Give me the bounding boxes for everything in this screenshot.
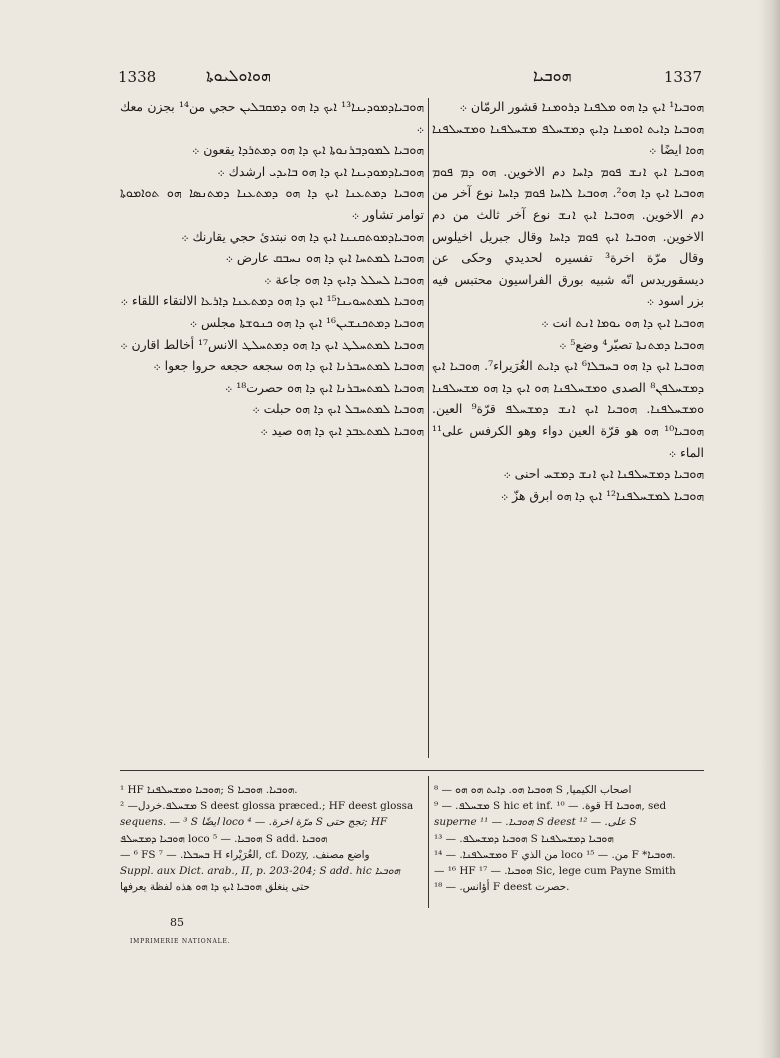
footnote-line: superne ܗܘܒܝܐ. — ¹¹ S deest على. — ¹² S bbox=[434, 816, 637, 829]
lexicon-entry: ܗܘܒܝܐܕܡܘܬܩܢܢܐ ܐܝܟ ܕܐ ܗܘ نبتدئ حجي يقارنك ܀ bbox=[181, 228, 424, 244]
lexicon-entry: ܗܘܒܝܐ¹ ܐܝܟ ܕܐ ܗܘ ܡܠܦܢܐ ܕܪܘܡܢܐ قشور الرمّان ܀ bbox=[459, 99, 704, 114]
footnotes-left bbox=[120, 782, 420, 895]
lexicon-entry: ܗܘܒܝܐ ܠܡܬܚܒܪܢܐ ܐܝܟ ܕܐ ܗܘ سجعه حجعه حروا جعوا ܀ bbox=[153, 358, 424, 374]
footnote-line: ܡܫܚܠܦ.خردل— ² S deest glossa præced.; HF deest glossa bbox=[120, 800, 414, 813]
footnote-line: ܗܘܒܝܐ ܕܡܫܚܠܦ loco ܗܘܒܝܐ. — ⁵ S add. ܗܘܒܝܐ bbox=[120, 832, 328, 845]
left-column bbox=[120, 96, 424, 442]
footnote-line: ܗܘܒܝܐ ܕܡܫܚܠܦ. — ¹³ S ܗܘܒܝܐ ܕܡܫܚܠܦܢܐ bbox=[434, 832, 614, 845]
lexicon-entry: ܗܘܒܝܐܕܡܘܕܝܢܐ ܐܝܟ ܕܐ ܗܘ ܒܐܝܕܝ ارشدك ܀ bbox=[217, 163, 424, 179]
lexicon-entry: ܗܘܒܝܐ ܠܡܬܚܘܝܢܐ¹⁵ ܐܝܟ ܕܐ ܗܘ ܕܡܬܥܢܐ ܕܐܪܥܐ الالتقاء اللقاء ܀ bbox=[120, 293, 424, 309]
lexicon-entry: ܗܘܒܝܐ ܠܚܠܠ ܕܐܝܟ ܕܐ ܗܘ جاعة ܀ bbox=[263, 271, 424, 287]
lexicon-entry: ܗܘܒܝܐ ܐܝܟ ܕܐ ܗܘ ܒܚܒܠܐ⁶ ܐܝܟ ܕܐܝܬ الغُرَيراء⁷. ܗܘܒܝܐ ܐܝܟ ܕܡܫܚܠܦܢ⁸ الصدى ܘܡܫܚܠܦܢܐ ܗܘ ܐܝܟ ܕܐ ܗܘ ܡܫܚܠܦܢܐ ܘܡܫܚܠܦܢܐ. ܗܘܒܝܐ ܐܝܟ ܐܢܫ ܕܡܫܚܠܦ قرّة⁹ العين. ܗܘܒܝܐ¹⁰ ܗܘ هو قرّة العين دواء وهو الكرفس على¹¹ الماء ܀ bbox=[432, 358, 704, 460]
lexicon-entry: ܗܘܒܝܐ ܠܡܘܕܒܪܢܘܬܐ ܐܝܟ ܕܐ ܗܘ ܕܡܬܪܕܐ يقعون ܀ bbox=[191, 142, 424, 158]
lexicon-entry: ܗܘܒܝܐ ܐܝܟ ܕܐ ܗܘ ܝܘܡܐ ܐܢܬ انت ܀ bbox=[541, 314, 704, 330]
footnote-line: sequens. — ³ S ايضًا loco مرّة اخرة. — ⁴ S تجج حتى; HF bbox=[120, 816, 388, 829]
footnote-line: أؤانس. — ¹⁸ F deest حصرت. bbox=[434, 881, 570, 894]
lexicon-entry: ܗܘܒܝܐ ܕܐܝܬ ܐܘܡܢܐ ܕܐܝܟ ܕܡܫܚܠܦ ܡܫܚܠܦܢܐ ܘܡܫܚܠܦܢܐ ܗܘܐ ايضًا ܀ bbox=[432, 120, 704, 158]
page-number-right: 1337 bbox=[663, 68, 702, 86]
lexicon-entry: ܗܘܒܝܐ ܠܡܬܚܒܠ ܐܝܟ ܕܐ ܗܘ حبلت ܀ bbox=[252, 401, 424, 417]
footnote-line: Suppl. aux Dict. arab., II, p. 203-204; S add. hic ܗܘܒܝܐ bbox=[120, 865, 400, 878]
printer-imprint: IMPRIMERIE NATIONALE. bbox=[130, 938, 231, 945]
gutter-shadow bbox=[758, 0, 780, 1058]
lexicon-entry: ܗܘܒܝܐ ܕܡܬܢܬܐ تصيّر⁴ وضع⁵ ܀ bbox=[558, 336, 704, 352]
running-title-left: ܗܘܐܘܠܝܘܬܐ bbox=[206, 66, 271, 85]
footnote-rule bbox=[120, 770, 704, 771]
footnote-line: ¹ HF ܗܘܒܝܐ ܘܡܫܚܠܦܢܐ; S ܗܘܒܝܐ. ܗܘܒܝܐ. bbox=[120, 784, 298, 796]
footnote-line: ܡܫܚܠܦ. — ⁹ S hic et inf. قوة. — ¹⁰ H ܗܘܒܝܐ, sed bbox=[434, 800, 667, 813]
signature-number: 85 bbox=[170, 916, 184, 929]
lexicon-entry: ܗܘܒܝܐ ܠܡܬܚܠܛ ܐܝܟ ܕܐ ܗܘ ܕܡܬܚܠܛ الانس¹⁷ أخالط اقارن ܀ bbox=[120, 336, 424, 352]
footnote-line: — ⁶ FS ܒܚܒܠܐ. — ⁷ H الغُرَيْراء, cf. Dozy, .واضع مصنف bbox=[120, 848, 370, 861]
footnote-column-divider bbox=[428, 776, 429, 908]
lexicon-entry: ܗܘܒܝܐ ܕܡܫܚܠܦܢܐ ܐܝܟ ܐܢܫ ܕܡܫܚ احنى ܀ bbox=[503, 466, 704, 482]
footnote-line: — ¹⁶ HF ܗܘܒܝܐ. — ¹⁷ Sic, lege cum Payne Smith bbox=[434, 865, 676, 878]
right-column bbox=[432, 96, 704, 506]
lexicon-entry: ܗܘܒܝܐ ܕܡܬܟܢܫܝܢ¹⁶ ܐܝܟ ܕܐ ܗܘ ܟܢܘܫܬܐ مجلس ܀ bbox=[189, 314, 424, 330]
footnotes-right bbox=[434, 782, 704, 895]
lexicon-entry: ܗܘܒܝܐ ܠܡܬܚܒܪܢܐ ܐܝܟ ܕܐ ܗܘ حصرت¹⁸ ܀ bbox=[224, 379, 424, 395]
page-number-left: 1338 bbox=[118, 68, 157, 86]
lexicon-entry: ܗܘܒܝܐ ܠܡܬܥܒܕ ܐܝܟ ܕܐ ܗܘ صيد ܀ bbox=[260, 422, 424, 438]
lexicon-entry: ܗܘܒܝܐܕܡܘܕܝܢܐ¹³ ܐܝܟ ܕܐ ܗܘ ܕܡܩܒܠܝܢ حجي من¹⁴ بجزن معك ܀ bbox=[120, 99, 424, 136]
running-title-right: ܗܘܒܝܐ bbox=[533, 66, 572, 85]
lexicon-entry: ܗܘܒܝܐ ܐܝܟ ܐܢܫ ܦܘܡ ܕܐܚܐ دم الاخوين. ܗܘ ܕܡ ܦܘܡ ܗܘܒܝܐ ܐܝܟ ܕܐ ܗܘ². ܗܘܒܝܐ ܠܐܚܐ ܦܘܡ ܕܐܚܐ نوع آخر من دم الاخوين. ܗܘܒܝܐ ܐܝܟ ܐܢܫ نوع آخر ثالث من دم الاخوين. ܗܘܒܝܐ ܐܝܟ ܦܘܡ ܕܐܚܐ وقال جبريل اخيلوس وقال مرّة اخرة³ تفسيره لحديدي وحكى عن ديسقوريدس انّه شبيه بورق الفراسيون محتبس فيه بزر اسود ܀ bbox=[432, 163, 704, 309]
footnote-line: حتى ينغلق ܗܘܒܝܐ ܐܝܟ ܕܐ ܗܘ هذه لفظة يعرفها bbox=[120, 881, 310, 894]
running-header bbox=[118, 64, 702, 92]
lexicon-entry: ܗܘܒܝܐ ܕܡܬܥܢܐ ܐܝܟ ܕܐ ܗܘ ܕܡܬܥܢܐ ܕܡܬܢܣܐ ܗܘ ܬܘܐܡܘܬܐ توامر تشاور ܀ bbox=[120, 185, 424, 222]
footnote-line: ܗܘܒܝܐ ܗܘ. ܕܐܝܬ ܗܘ ܗܘ — ⁸ S ,اصحاب الكيميا bbox=[434, 784, 632, 796]
footnote-line: ܘܡܫܚܠܦܢܐ. — ¹⁴ F من الذي loco من. — ¹⁵ F *ܗܘܒܝܐ. bbox=[434, 848, 676, 861]
lexicon-entry: ܗܘܒܝܐ ܠܡܬܚܐ ܐܝܟ ܕܐ ܗܘ ܢܚܒܩ عارض ܀ bbox=[225, 250, 424, 266]
lexicon-entry: ܗܘܒܝܐ ܠܡܫܚܠܦܢܐ¹² ܐܝܟ ܕܐ ܗܘ ابرق هزّ ܀ bbox=[500, 487, 704, 503]
column-divider bbox=[428, 98, 429, 758]
